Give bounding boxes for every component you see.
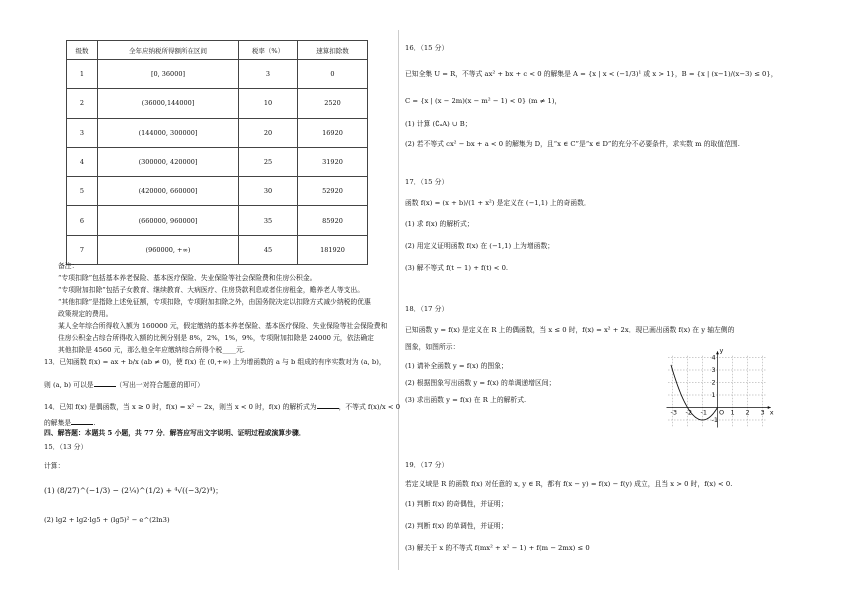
cell-deduction: 16920 <box>298 118 368 147</box>
q17-line1: 函数 f(x) = (x + b)/(1 + x²) 是定义在 (−1,1) 上的奇函数． <box>405 199 591 207</box>
answer-blank <box>94 380 116 387</box>
note-line: 政策规定的费用。 <box>58 310 113 318</box>
cell-level: 4 <box>67 147 98 176</box>
q18-line1: 已知函数 y = f(x) 是定义在 R 上的偶函数，当 x ≤ 0 时，f(x) = x² + 2x．现已画出函数 f(x) 在 y 轴左侧的 <box>405 326 735 334</box>
function-graph <box>665 346 774 430</box>
q15-item2: (2) lg2 + lg2·lg5 + (lg5)² − e^(2ln3) <box>44 516 170 524</box>
q15-item1: (1) (8/27)^(−1/3) − (2¼)^(1/2) + ⁴√((−3/2)⁴)； <box>44 486 223 495</box>
column-divider <box>398 30 399 570</box>
cell-level: 6 <box>67 206 98 235</box>
q13-pre: 则 (a, b) 可以是 <box>44 381 94 389</box>
q18-item2: (2) 根据图象写出函数 y = f(x) 的单调递增区间； <box>405 379 556 387</box>
q16-heading: 16．（15 分） <box>405 44 449 52</box>
cell-level: 3 <box>67 118 98 147</box>
cell-deduction: 85920 <box>298 206 368 235</box>
cell-rate: 35 <box>239 206 298 235</box>
q18-line2: 图象，如图所示： <box>405 343 460 351</box>
x-tick-label: -3 <box>670 408 677 417</box>
q17-item3: (3) 解不等式 f(t − 1) + f(t) < 0. <box>405 264 509 272</box>
table-row <box>67 177 368 206</box>
note-line: “专项附加扣除”包括子女教育、继续教育、大病医疗、住房贷款利息或者住房租金，赡养老人等支出。 <box>58 286 365 294</box>
q16-line1: 已知全集 U = R，不等式 ax² + bx + c < 0 的解集是 A = {x | x < (−1/3)¹ 或 x > 1}，B = {x | (x−1)/(x−3) ≤ 0}， <box>405 70 778 78</box>
q13-line1: 13．已知函数 f(x) = ax + b/x (ab ≠ 0)，使 f(x) 在 (0,+∞) 上为增函数的 a 与 b 组成的有序实数对为 (a, b)， <box>44 358 386 366</box>
q14-line1 <box>44 402 400 411</box>
table-row <box>67 147 368 176</box>
y-tick-label: 1 <box>711 391 716 399</box>
q19-item1: (1) 判断 f(x) 的奇偶性，并证明； <box>405 500 508 508</box>
q14-inequality: f(x)/x < 0 <box>367 403 401 411</box>
y-tick-label: 3 <box>711 366 716 374</box>
cell-interval: (300000, 420000] <box>98 147 239 176</box>
header-level: 级数 <box>67 41 98 60</box>
cell-level: 5 <box>67 177 98 206</box>
q18-heading: 18．（17 分） <box>405 305 449 313</box>
cell-rate: 10 <box>239 89 298 118</box>
header-interval: 全年应纳税所得额所在区间 <box>98 41 239 60</box>
q17-heading: 17．（15 分） <box>405 178 449 186</box>
cell-deduction: 2520 <box>298 89 368 118</box>
table-row <box>67 89 368 118</box>
header-deduction: 速算扣除数 <box>298 41 368 60</box>
q19-item3: (3) 解关于 x 的不等式 f(mx² + x² − 1) + f(m − 2mx) ≤ 0 <box>405 544 590 552</box>
q14-post2: . <box>93 419 96 427</box>
q18-item1: (1) 请补全函数 y = f(x) 的图象； <box>405 362 508 370</box>
q19-item2: (2) 判断 f(x) 的单调性，并证明； <box>405 522 508 530</box>
cell-level: 7 <box>67 235 98 264</box>
q14-mid: ，不等式 <box>338 403 366 411</box>
cell-interval: [0, 36000] <box>98 60 239 89</box>
answer-blank <box>317 402 339 409</box>
cell-deduction: 52920 <box>298 177 368 206</box>
q14-line2 <box>44 418 95 427</box>
table-header-row <box>67 41 368 60</box>
answer-blank <box>71 418 96 427</box>
section-heading: 四、解答题：本题共 5 小题，共 77 分．解答应写出文字说明、证明过程或演算步骤． <box>44 429 306 437</box>
q15-heading: 15．（13 分） <box>44 443 88 451</box>
note-title: 备注： <box>58 262 79 270</box>
table-row <box>67 235 368 264</box>
y-tick-label: 4 <box>711 353 716 362</box>
x-tick-label: -1 <box>700 408 707 417</box>
cell-interval: (960000, +∞) <box>98 235 239 264</box>
table-body <box>67 60 368 265</box>
q13-post: （写出一对符合题意的即可） <box>115 381 204 389</box>
q17-item2: (2) 用定义证明函数 f(x) 在 (−1,1) 上为增函数； <box>405 242 555 250</box>
note-line: “专项扣除”包括基本养老保险、基本医疗保险、失业保险等社会保险费和住房公积金。 <box>58 274 317 282</box>
table-row <box>67 206 368 235</box>
cell-interval: (660000, 960000] <box>98 206 239 235</box>
q16-line2: C = {x | (x − 2m)(x − m² − 1) < 0} (m ≠ 1)， <box>405 97 562 105</box>
x-tick-label: O <box>719 408 725 417</box>
header-rate: 税率（%） <box>239 41 298 60</box>
y-axis-label: y <box>719 346 724 355</box>
x-axis-label: x <box>769 408 774 417</box>
note-line: 某人全年综合所得收入额为 160000 元，假定缴纳的基本养老保险、基本医疗保险、失业保险等社会保险费和 <box>58 322 388 330</box>
x-tick-label: 3 <box>760 408 765 417</box>
cell-deduction: 31920 <box>298 147 368 176</box>
q13-line2 <box>44 380 204 389</box>
q16-item1: (1) 计算 (∁ᵤA) ∪ B； <box>405 120 472 128</box>
cell-interval: (144000, 300000] <box>98 118 239 147</box>
y-tick-label: 2 <box>711 378 716 387</box>
cell-rate: 45 <box>239 235 298 264</box>
q18-item3: (3) 求出函数 y = f(x) 在 R 上的解析式. <box>405 396 527 404</box>
q17-item1: (1) 求 f(x) 的解析式； <box>405 220 474 228</box>
q14-pre: 14．已知 f(x) 是偶函数，当 x ≥ 0 时，f(x) = x² − 2x，则当 x < 0 时，f(x) 的解析式为 <box>44 403 317 411</box>
cell-rate: 3 <box>239 60 298 89</box>
table-row <box>67 60 368 89</box>
note-line: 住房公积金占综合所得收入额的比例分别是 8%，2%，1%，9%，专项附加扣除是 24000 元，依法确定 <box>58 334 374 342</box>
x-tick-label: 1 <box>730 408 735 417</box>
cell-rate: 30 <box>239 177 298 206</box>
cell-deduction: 181920 <box>298 235 368 264</box>
table-row <box>67 118 368 147</box>
x-tick-label: -2 <box>685 408 692 417</box>
cell-rate: 20 <box>239 118 298 147</box>
cell-interval: (420000, 660000] <box>98 177 239 206</box>
cell-deduction: 0 <box>298 60 368 89</box>
q19-line1: 若定义域是 R 的函数 f(x) 对任意的 x, y ∈ R，都有 f(x − y) = f(x) − f(y) 成立，且当 x > 0 时，f(x) < 0. <box>405 480 733 488</box>
note-line: “其他扣除”是指除上述免征额，专项扣除，专项附加扣除之外，由国务院决定以扣除方式减少纳税的优惠 <box>58 298 371 306</box>
y-tick-label: -1 <box>711 416 718 424</box>
x-tick-label: 2 <box>745 408 750 417</box>
cell-rate: 25 <box>239 147 298 176</box>
tax-rate-table <box>66 40 368 265</box>
q19-heading: 19．（17 分） <box>405 461 449 469</box>
q15-intro: 计算： <box>44 462 65 470</box>
q16-item2: (2) 若不等式 cx² − bx + a < 0 的解集为 D，且“x ∈ C”是“x ∈ D”的充分不必要条件，求实数 m 的取值范围. <box>405 140 740 148</box>
q14-pre2: 的解集是 <box>44 419 72 427</box>
note-line: 其他扣除是 4560 元，那么他全年应缴纳综合所得个税____元. <box>58 346 245 354</box>
cell-interval: (36000,144000] <box>98 89 239 118</box>
cell-level: 2 <box>67 89 98 118</box>
cell-level: 1 <box>67 60 98 89</box>
